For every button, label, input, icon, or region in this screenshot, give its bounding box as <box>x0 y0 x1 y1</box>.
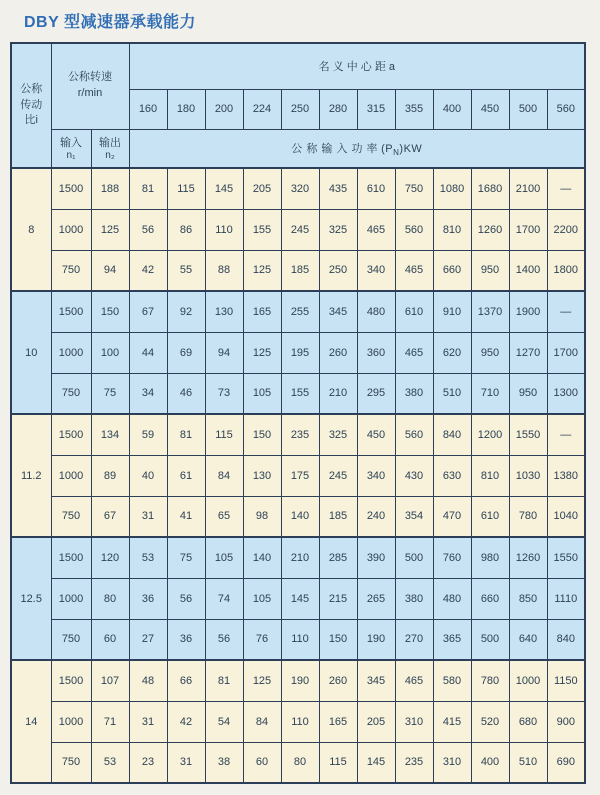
power-value-cell: 125 <box>243 332 281 373</box>
output-speed-cell: 75 <box>91 373 129 414</box>
output-speed-cell: 94 <box>91 250 129 291</box>
power-value-cell: 67 <box>129 291 167 332</box>
power-value-cell: 150 <box>243 414 281 455</box>
header-row-bottom <box>11 129 585 168</box>
input-speed-cell: 1500 <box>51 414 91 455</box>
power-value-cell: 115 <box>205 414 243 455</box>
power-value-cell: 205 <box>243 168 281 209</box>
power-value-cell: 1680 <box>471 168 509 209</box>
power-value-cell: 630 <box>433 455 471 496</box>
power-value-cell: 840 <box>433 414 471 455</box>
power-value-cell: 34 <box>129 373 167 414</box>
power-value-cell: 950 <box>471 332 509 373</box>
power-value-cell: 110 <box>281 701 319 742</box>
power-value-cell: 560 <box>395 209 433 250</box>
power-value-cell: 320 <box>281 168 319 209</box>
power-value-cell: 810 <box>471 455 509 496</box>
speed-header-line: r/min <box>77 87 103 100</box>
power-value-cell: 235 <box>395 742 433 783</box>
power-value-cell: 41 <box>167 496 205 537</box>
output-speed-cell: 134 <box>91 414 129 455</box>
power-value-cell: 23 <box>129 742 167 783</box>
input-speed-cell: 1500 <box>51 660 91 701</box>
output-speed-cell: 89 <box>91 455 129 496</box>
power-value-cell: 210 <box>281 537 319 578</box>
power-value-cell: 105 <box>243 578 281 619</box>
power-value-cell: 500 <box>395 537 433 578</box>
power-value-cell: 1000 <box>509 660 547 701</box>
input-speed-cell: 1500 <box>51 537 91 578</box>
power-value-cell: 61 <box>167 455 205 496</box>
power-value-cell: 205 <box>357 701 395 742</box>
power-value-cell: 1200 <box>471 414 509 455</box>
power-value-cell: 69 <box>167 332 205 373</box>
power-value-cell: 340 <box>357 250 395 291</box>
power-value-cell: 980 <box>471 537 509 578</box>
output-speed-label: 输出 <box>99 137 121 150</box>
power-value-cell: 2100 <box>509 168 547 209</box>
power-value-cell: 66 <box>167 660 205 701</box>
power-value-cell: 185 <box>319 496 357 537</box>
power-value-cell: 310 <box>395 701 433 742</box>
load-capacity-table <box>10 42 586 784</box>
power-value-cell: 1700 <box>547 332 585 373</box>
power-value-cell: 65 <box>205 496 243 537</box>
input-speed-cell: 1000 <box>51 332 91 373</box>
center-distance-value: 180 <box>167 89 205 129</box>
table-row <box>11 496 585 537</box>
center-distance-value: 160 <box>129 89 167 129</box>
power-value-cell: 195 <box>281 332 319 373</box>
power-value-cell: 1150 <box>547 660 585 701</box>
power-value-cell: 710 <box>471 373 509 414</box>
power-value-cell: 110 <box>281 619 319 660</box>
power-value-cell: — <box>547 414 585 455</box>
power-value-cell: 465 <box>357 209 395 250</box>
output-speed-header <box>91 129 129 168</box>
power-value-cell: 81 <box>205 660 243 701</box>
power-value-cell: 1300 <box>547 373 585 414</box>
power-header <box>129 129 585 168</box>
power-value-cell: 73 <box>205 373 243 414</box>
power-value-cell: 155 <box>243 209 281 250</box>
power-value-cell: 1380 <box>547 455 585 496</box>
power-value-cell: 81 <box>167 414 205 455</box>
center-distance-value: 224 <box>243 89 281 129</box>
power-value-cell: 415 <box>433 701 471 742</box>
power-value-cell: 840 <box>547 619 585 660</box>
power-value-cell: 88 <box>205 250 243 291</box>
table-row <box>11 250 585 291</box>
power-value-cell: 40 <box>129 455 167 496</box>
power-value-cell: 210 <box>319 373 357 414</box>
power-value-cell: 465 <box>395 332 433 373</box>
power-value-cell: 105 <box>205 537 243 578</box>
power-value-cell: 325 <box>319 209 357 250</box>
table-row <box>11 168 585 209</box>
power-value-cell: 215 <box>319 578 357 619</box>
power-value-cell: 145 <box>357 742 395 783</box>
power-header-cn: 公 称 输 入 功 率 <box>291 142 379 155</box>
power-value-cell: 1550 <box>509 414 547 455</box>
power-value-cell: 125 <box>243 660 281 701</box>
input-speed-cell: 750 <box>51 250 91 291</box>
power-value-cell: 2200 <box>547 209 585 250</box>
ratio-cell: 8 <box>11 168 51 291</box>
power-value-cell: 38 <box>205 742 243 783</box>
center-distance-value: 560 <box>547 89 585 129</box>
power-value-cell: 1260 <box>471 209 509 250</box>
header-row-top <box>11 43 585 89</box>
power-value-cell: 175 <box>281 455 319 496</box>
power-value-cell: 46 <box>167 373 205 414</box>
power-value-cell: 480 <box>357 291 395 332</box>
ratio-header-line: 公称 <box>20 82 43 95</box>
power-value-cell: 345 <box>357 660 395 701</box>
power-value-cell: 910 <box>433 291 471 332</box>
power-header-symbol: $(P_N)KW$ <box>381 142 423 157</box>
power-value-cell: 950 <box>509 373 547 414</box>
power-value-cell: 610 <box>471 496 509 537</box>
power-value-cell: 450 <box>357 414 395 455</box>
power-value-cell: 84 <box>205 455 243 496</box>
speed-header-line: 公称转速 <box>68 71 112 84</box>
power-value-cell: 780 <box>509 496 547 537</box>
power-value-cell: 150 <box>319 619 357 660</box>
input-speed-cell: 750 <box>51 496 91 537</box>
table-row <box>11 660 585 701</box>
power-value-cell: 81 <box>129 168 167 209</box>
input-speed-cell: 750 <box>51 373 91 414</box>
ratio-cell: 10 <box>11 291 51 414</box>
power-value-cell: 660 <box>433 250 471 291</box>
power-value-cell: 1700 <box>509 209 547 250</box>
power-value-cell: 59 <box>129 414 167 455</box>
input-speed-cell: 1500 <box>51 168 91 209</box>
power-value-cell: 75 <box>167 537 205 578</box>
power-value-cell: 31 <box>129 496 167 537</box>
input-speed-cell: 1000 <box>51 578 91 619</box>
table-row <box>11 578 585 619</box>
center-distance-value: 355 <box>395 89 433 129</box>
output-speed-cell: 67 <box>91 496 129 537</box>
table-row <box>11 414 585 455</box>
center-distance-value: 280 <box>319 89 357 129</box>
power-value-cell: 465 <box>395 250 433 291</box>
power-value-cell: — <box>547 168 585 209</box>
power-value-cell: 245 <box>281 209 319 250</box>
power-value-cell: 155 <box>281 373 319 414</box>
output-speed-cell: 120 <box>91 537 129 578</box>
power-value-cell: 94 <box>205 332 243 373</box>
power-value-cell: 165 <box>243 291 281 332</box>
power-value-cell: 560 <box>395 414 433 455</box>
power-value-cell: 610 <box>357 168 395 209</box>
power-value-cell: 110 <box>205 209 243 250</box>
power-value-cell: 145 <box>281 578 319 619</box>
input-speed-cell: 1500 <box>51 291 91 332</box>
power-value-cell: 1800 <box>547 250 585 291</box>
power-value-cell: 130 <box>205 291 243 332</box>
center-distance-value: 400 <box>433 89 471 129</box>
power-value-cell: 340 <box>357 455 395 496</box>
power-value-cell: 690 <box>547 742 585 783</box>
power-value-cell: 165 <box>319 701 357 742</box>
page-title: DBY 型减速器承载能力 <box>24 14 196 31</box>
input-speed-label: 输入 <box>60 137 82 150</box>
power-value-cell: 56 <box>205 619 243 660</box>
power-value-cell: 430 <box>395 455 433 496</box>
output-speed-cell: 80 <box>91 578 129 619</box>
power-value-cell: 640 <box>509 619 547 660</box>
power-value-cell: 500 <box>471 619 509 660</box>
center-distance-header: 名 义 中 心 距 a <box>129 43 585 89</box>
output-speed-symbol: n₂ <box>105 150 115 162</box>
power-value-cell: 850 <box>509 578 547 619</box>
power-value-cell: 285 <box>319 537 357 578</box>
power-value-cell: 140 <box>243 537 281 578</box>
power-value-cell: 610 <box>395 291 433 332</box>
power-value-cell: 510 <box>509 742 547 783</box>
ratio-header <box>11 43 51 168</box>
input-speed-cell: 1000 <box>51 209 91 250</box>
power-value-cell: 380 <box>395 373 433 414</box>
input-speed-cell: 750 <box>51 742 91 783</box>
power-value-cell: 36 <box>129 578 167 619</box>
power-value-cell: 780 <box>471 660 509 701</box>
center-distance-value: 500 <box>509 89 547 129</box>
power-value-cell: 42 <box>129 250 167 291</box>
power-value-cell: 520 <box>471 701 509 742</box>
power-value-cell: 325 <box>319 414 357 455</box>
power-value-cell: 190 <box>357 619 395 660</box>
power-value-cell: 130 <box>243 455 281 496</box>
output-speed-cell: 150 <box>91 291 129 332</box>
power-value-cell: 1080 <box>433 168 471 209</box>
table-row <box>11 455 585 496</box>
power-value-cell: 145 <box>205 168 243 209</box>
power-value-cell: 510 <box>433 373 471 414</box>
input-speed-cell: 1000 <box>51 455 91 496</box>
power-value-cell: 56 <box>167 578 205 619</box>
power-value-cell: 255 <box>281 291 319 332</box>
power-value-cell: 760 <box>433 537 471 578</box>
power-value-cell: 84 <box>243 701 281 742</box>
power-value-cell: 105 <box>243 373 281 414</box>
output-speed-cell: 100 <box>91 332 129 373</box>
power-value-cell: 55 <box>167 250 205 291</box>
power-value-cell: 53 <box>129 537 167 578</box>
power-value-cell: 950 <box>471 250 509 291</box>
power-value-cell: 580 <box>433 660 471 701</box>
center-distance-value: 450 <box>471 89 509 129</box>
power-value-cell: 115 <box>319 742 357 783</box>
power-value-cell: 270 <box>395 619 433 660</box>
power-value-cell: 125 <box>243 250 281 291</box>
power-value-cell: — <box>547 291 585 332</box>
power-value-cell: 98 <box>243 496 281 537</box>
ratio-cell: 14 <box>11 660 51 783</box>
output-speed-cell: 107 <box>91 660 129 701</box>
input-speed-header <box>51 129 91 168</box>
power-value-cell: 750 <box>395 168 433 209</box>
power-value-cell: 345 <box>319 291 357 332</box>
power-value-cell: 354 <box>395 496 433 537</box>
input-speed-cell: 1000 <box>51 701 91 742</box>
power-value-cell: 250 <box>319 250 357 291</box>
table-body <box>11 168 585 783</box>
power-value-cell: 42 <box>167 701 205 742</box>
table-row <box>11 291 585 332</box>
power-value-cell: 245 <box>319 455 357 496</box>
power-value-cell: 1110 <box>547 578 585 619</box>
power-value-cell: 310 <box>433 742 471 783</box>
power-value-cell: 56 <box>129 209 167 250</box>
center-distance-value: 315 <box>357 89 395 129</box>
power-value-cell: 54 <box>205 701 243 742</box>
power-value-cell: 295 <box>357 373 395 414</box>
power-value-cell: 31 <box>167 742 205 783</box>
output-speed-cell: 125 <box>91 209 129 250</box>
power-value-cell: 1270 <box>509 332 547 373</box>
output-speed-cell: 60 <box>91 619 129 660</box>
power-value-cell: 465 <box>395 660 433 701</box>
power-value-cell: 470 <box>433 496 471 537</box>
power-value-cell: 400 <box>471 742 509 783</box>
power-value-cell: 36 <box>167 619 205 660</box>
table-row <box>11 742 585 783</box>
power-value-cell: 235 <box>281 414 319 455</box>
output-speed-cell: 71 <box>91 701 129 742</box>
power-value-cell: 260 <box>319 660 357 701</box>
power-value-cell: 1030 <box>509 455 547 496</box>
table-row <box>11 701 585 742</box>
power-value-cell: 900 <box>547 701 585 742</box>
power-value-cell: 260 <box>319 332 357 373</box>
table-row <box>11 619 585 660</box>
power-value-cell: 360 <box>357 332 395 373</box>
power-value-cell: 660 <box>471 578 509 619</box>
power-value-cell: 1900 <box>509 291 547 332</box>
ratio-header-line: 传动 <box>20 98 43 111</box>
power-value-cell: 240 <box>357 496 395 537</box>
ratio-cell: 11.2 <box>11 414 51 537</box>
center-distance-value: 250 <box>281 89 319 129</box>
speed-header <box>51 43 129 129</box>
power-value-cell: 115 <box>167 168 205 209</box>
power-value-cell: 810 <box>433 209 471 250</box>
power-value-cell: 435 <box>319 168 357 209</box>
power-value-cell: 185 <box>281 250 319 291</box>
power-value-cell: 620 <box>433 332 471 373</box>
power-value-cell: 76 <box>243 619 281 660</box>
ratio-header-line: 比i <box>24 114 38 127</box>
ratio-cell: 12.5 <box>11 537 51 660</box>
power-value-cell: 44 <box>129 332 167 373</box>
power-value-cell: 390 <box>357 537 395 578</box>
power-value-cell: 1040 <box>547 496 585 537</box>
power-value-cell: 86 <box>167 209 205 250</box>
table-row <box>11 332 585 373</box>
power-value-cell: 1370 <box>471 291 509 332</box>
table-row <box>11 209 585 250</box>
input-speed-symbol: n₁ <box>66 150 76 162</box>
power-value-cell: 190 <box>281 660 319 701</box>
power-value-cell: 480 <box>433 578 471 619</box>
power-value-cell: 365 <box>433 619 471 660</box>
output-speed-cell: 188 <box>91 168 129 209</box>
power-value-cell: 48 <box>129 660 167 701</box>
power-value-cell: 27 <box>129 619 167 660</box>
power-value-cell: 1550 <box>547 537 585 578</box>
input-speed-cell: 750 <box>51 619 91 660</box>
power-value-cell: 1260 <box>509 537 547 578</box>
power-value-cell: 140 <box>281 496 319 537</box>
power-value-cell: 92 <box>167 291 205 332</box>
power-value-cell: 380 <box>395 578 433 619</box>
power-value-cell: 60 <box>243 742 281 783</box>
table-row <box>11 537 585 578</box>
power-value-cell: 80 <box>281 742 319 783</box>
center-distance-value: 200 <box>205 89 243 129</box>
output-speed-cell: 53 <box>91 742 129 783</box>
table-row <box>11 373 585 414</box>
power-value-cell: 74 <box>205 578 243 619</box>
power-value-cell: 680 <box>509 701 547 742</box>
power-value-cell: 265 <box>357 578 395 619</box>
power-value-cell: 31 <box>129 701 167 742</box>
power-value-cell: 1400 <box>509 250 547 291</box>
